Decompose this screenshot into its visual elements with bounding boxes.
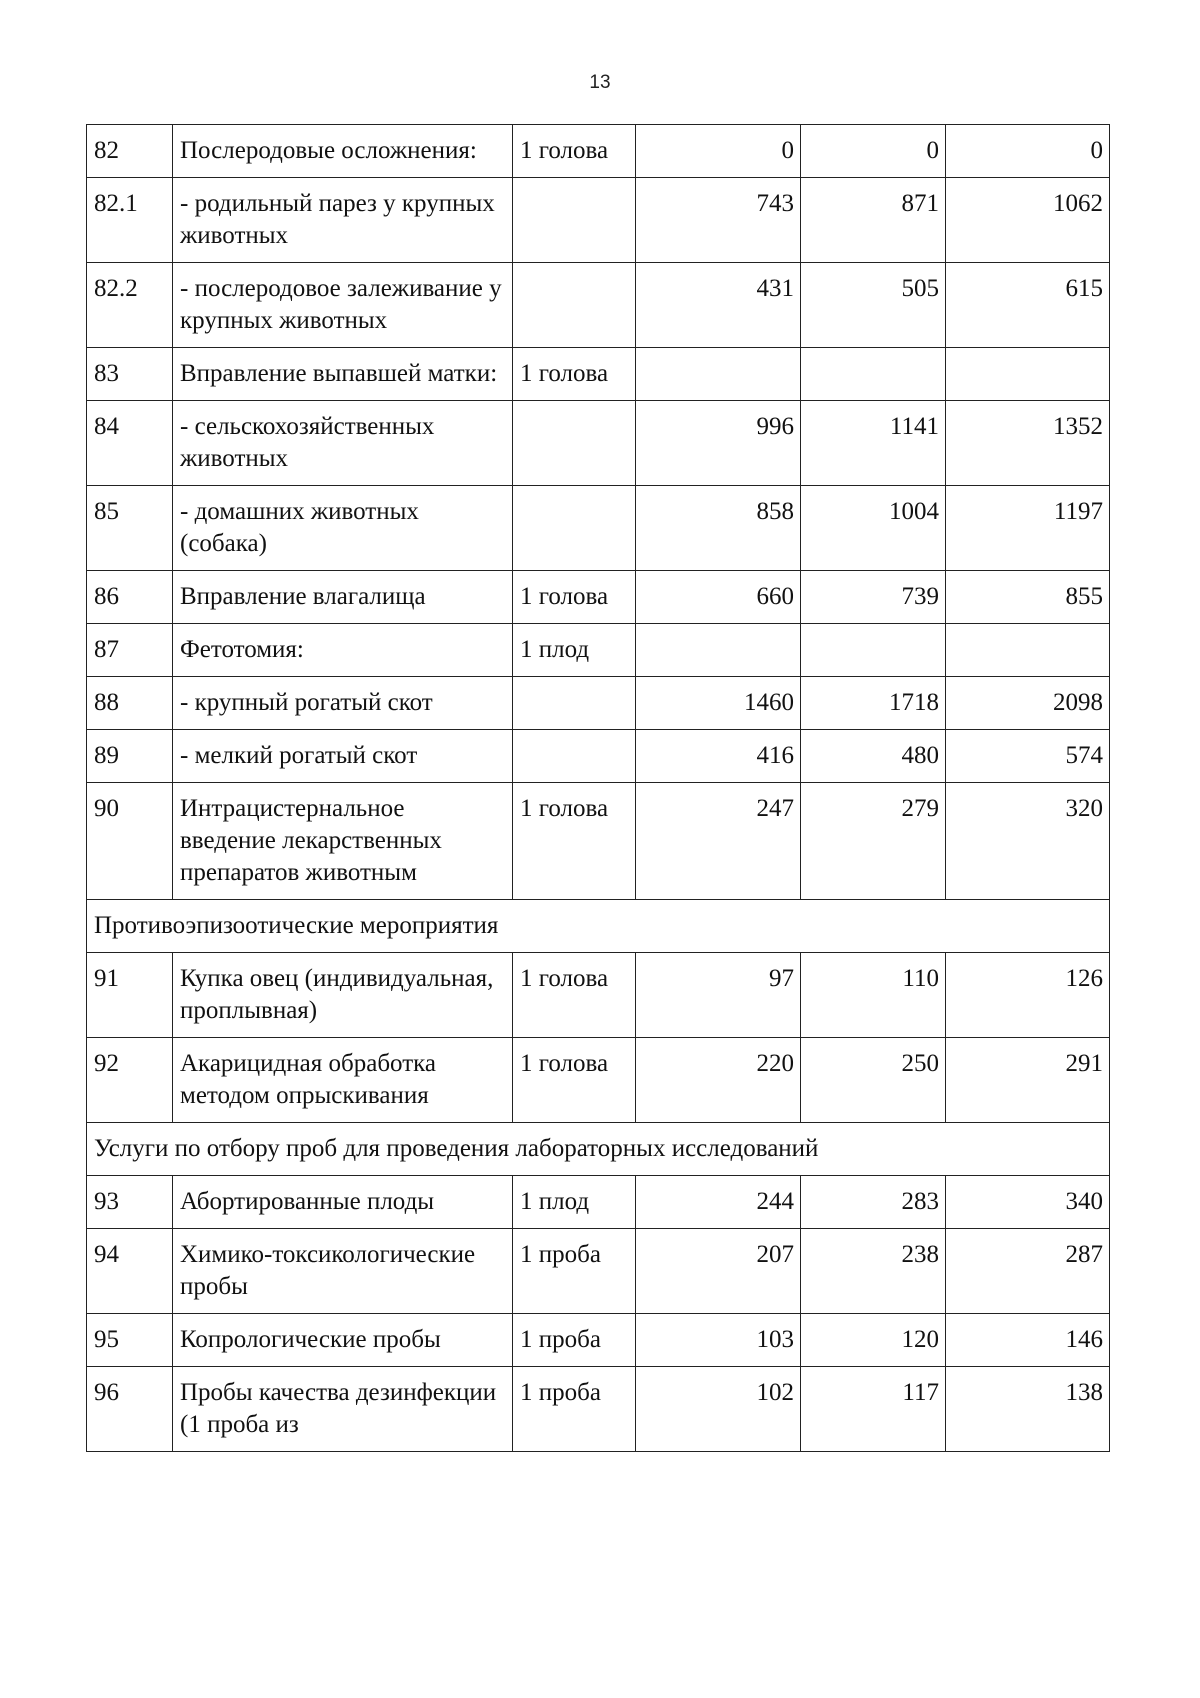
- price-cell-3: 1352: [946, 401, 1110, 486]
- price-cell-1: 431: [636, 263, 801, 348]
- unit-cell: 1 голова: [513, 571, 636, 624]
- unit-cell: [513, 178, 636, 263]
- service-name: Вправление выпавшей матки:: [173, 348, 513, 401]
- price-cell-1: 660: [636, 571, 801, 624]
- price-cell-2: 1718: [801, 677, 946, 730]
- price-cell-2: 283: [801, 1176, 946, 1229]
- price-cell-1: 247: [636, 783, 801, 900]
- price-cell-3: 146: [946, 1314, 1110, 1367]
- page-number: 13: [589, 72, 611, 93]
- price-cell-3: 0: [946, 125, 1110, 178]
- unit-cell: 1 голова: [513, 348, 636, 401]
- price-cell-3: 126: [946, 953, 1110, 1038]
- row-number: 92: [87, 1038, 173, 1123]
- row-number: 83: [87, 348, 173, 401]
- unit-cell: 1 плод: [513, 624, 636, 677]
- price-cell-2: 279: [801, 783, 946, 900]
- service-name: Акарицидная обработка методом опрыскивания: [173, 1038, 513, 1123]
- table-row: [87, 1229, 1110, 1314]
- service-name: - мелкий рогатый скот: [173, 730, 513, 783]
- price-cell-3: 574: [946, 730, 1110, 783]
- price-cell-1: 207: [636, 1229, 801, 1314]
- price-cell-1: 102: [636, 1367, 801, 1452]
- row-number: 89: [87, 730, 173, 783]
- unit-cell: [513, 677, 636, 730]
- unit-cell: 1 голова: [513, 125, 636, 178]
- service-name: Абортированные плоды: [173, 1176, 513, 1229]
- service-name: Послеродовые осложнения:: [173, 125, 513, 178]
- price-cell-2: [801, 624, 946, 677]
- section-row: [87, 1123, 1110, 1176]
- row-number: 82.1: [87, 178, 173, 263]
- table-row: [87, 486, 1110, 571]
- service-name: - домашних животных (собака): [173, 486, 513, 571]
- row-number: 91: [87, 953, 173, 1038]
- price-cell-1: 996: [636, 401, 801, 486]
- table-row: [87, 125, 1110, 178]
- row-number: 94: [87, 1229, 173, 1314]
- price-cell-1: 244: [636, 1176, 801, 1229]
- price-cell-2: 871: [801, 178, 946, 263]
- price-cell-3: 287: [946, 1229, 1110, 1314]
- table-row: [87, 783, 1110, 900]
- price-cell-3: 138: [946, 1367, 1110, 1452]
- unit-cell: 1 голова: [513, 1038, 636, 1123]
- table-row: [87, 348, 1110, 401]
- price-cell-2: 117: [801, 1367, 946, 1452]
- service-name: Копрологические пробы: [173, 1314, 513, 1367]
- unit-cell: 1 проба: [513, 1229, 636, 1314]
- service-name: Фетотомия:: [173, 624, 513, 677]
- price-table: [86, 124, 1110, 1452]
- price-cell-3: [946, 624, 1110, 677]
- unit-cell: [513, 486, 636, 571]
- table-row: [87, 401, 1110, 486]
- price-cell-1: 743: [636, 178, 801, 263]
- service-name: - родильный парез у крупных животных: [173, 178, 513, 263]
- row-number: 88: [87, 677, 173, 730]
- unit-cell: 1 проба: [513, 1314, 636, 1367]
- section-heading: Противоэпизоотические мероприятия: [87, 900, 1110, 953]
- price-cell-2: 480: [801, 730, 946, 783]
- table-row: [87, 624, 1110, 677]
- table-row: [87, 1367, 1110, 1452]
- unit-cell: [513, 730, 636, 783]
- row-number: 84: [87, 401, 173, 486]
- row-number: 95: [87, 1314, 173, 1367]
- price-cell-1: 97: [636, 953, 801, 1038]
- price-cell-2: 505: [801, 263, 946, 348]
- price-cell-3: 1062: [946, 178, 1110, 263]
- price-cell-2: 238: [801, 1229, 946, 1314]
- table-row: [87, 1314, 1110, 1367]
- unit-cell: 1 голова: [513, 953, 636, 1038]
- row-number: 86: [87, 571, 173, 624]
- price-cell-1: 0: [636, 125, 801, 178]
- row-number: 96: [87, 1367, 173, 1452]
- price-cell-2: [801, 348, 946, 401]
- price-cell-2: 1141: [801, 401, 946, 486]
- service-name: Химико-токсикологические пробы: [173, 1229, 513, 1314]
- table-row: [87, 1176, 1110, 1229]
- service-name: Интрацистернальное введение лекарственных препаратов животным: [173, 783, 513, 900]
- section-row: [87, 900, 1110, 953]
- service-name: Купка овец (индивидуальная, проплывная): [173, 953, 513, 1038]
- table-row: [87, 677, 1110, 730]
- unit-cell: 1 проба: [513, 1367, 636, 1452]
- price-cell-2: 110: [801, 953, 946, 1038]
- price-cell-1: 1460: [636, 677, 801, 730]
- price-cell-3: 291: [946, 1038, 1110, 1123]
- price-cell-1: 103: [636, 1314, 801, 1367]
- price-cell-2: 0: [801, 125, 946, 178]
- price-cell-3: [946, 348, 1110, 401]
- table-row: [87, 1038, 1110, 1123]
- price-cell-1: [636, 624, 801, 677]
- unit-cell: 1 голова: [513, 783, 636, 900]
- row-number: 87: [87, 624, 173, 677]
- row-number: 82.2: [87, 263, 173, 348]
- service-name: Вправление влагалища: [173, 571, 513, 624]
- price-cell-3: 855: [946, 571, 1110, 624]
- price-cell-2: 739: [801, 571, 946, 624]
- unit-cell: [513, 263, 636, 348]
- section-heading: Услуги по отбору проб для проведения лабораторных исследований: [87, 1123, 1110, 1176]
- table-row: [87, 953, 1110, 1038]
- table-row: [87, 263, 1110, 348]
- unit-cell: [513, 401, 636, 486]
- row-number: 85: [87, 486, 173, 571]
- price-cell-1: 416: [636, 730, 801, 783]
- price-cell-1: 858: [636, 486, 801, 571]
- unit-cell: 1 плод: [513, 1176, 636, 1229]
- price-cell-3: 1197: [946, 486, 1110, 571]
- table-row: [87, 730, 1110, 783]
- price-cell-3: 2098: [946, 677, 1110, 730]
- price-cell-1: [636, 348, 801, 401]
- row-number: 82: [87, 125, 173, 178]
- table-body: [87, 125, 1110, 1452]
- price-cell-1: 220: [636, 1038, 801, 1123]
- service-name: - сельскохозяйственных животных: [173, 401, 513, 486]
- service-name: Пробы качества дезинфекции (1 проба из: [173, 1367, 513, 1452]
- table-row: [87, 178, 1110, 263]
- service-name: - крупный рогатый скот: [173, 677, 513, 730]
- price-cell-2: 250: [801, 1038, 946, 1123]
- row-number: 93: [87, 1176, 173, 1229]
- price-cell-2: 120: [801, 1314, 946, 1367]
- price-cell-2: 1004: [801, 486, 946, 571]
- row-number: 90: [87, 783, 173, 900]
- price-cell-3: 615: [946, 263, 1110, 348]
- price-cell-3: 340: [946, 1176, 1110, 1229]
- price-cell-3: 320: [946, 783, 1110, 900]
- table-row: [87, 571, 1110, 624]
- service-name: - послеродовое залеживание у крупных животных: [173, 263, 513, 348]
